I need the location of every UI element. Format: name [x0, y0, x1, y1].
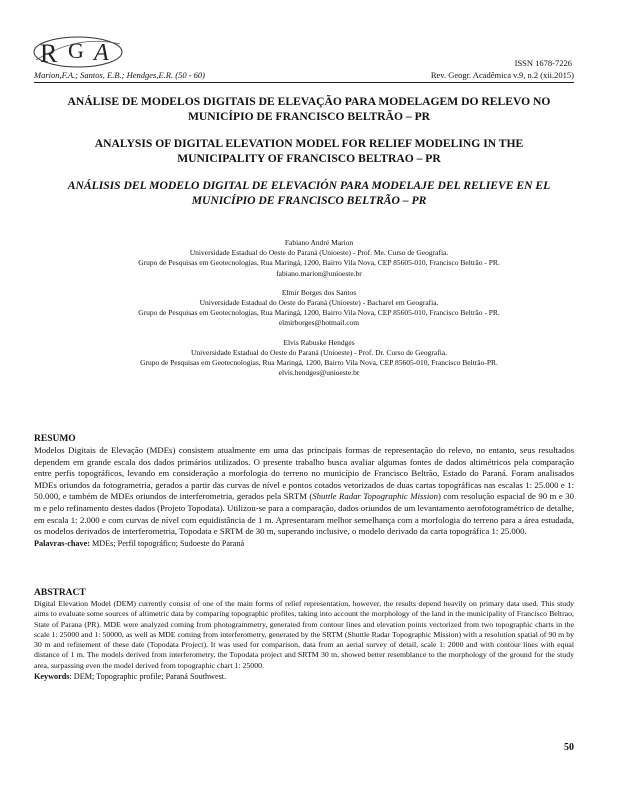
abstract-keywords: [34, 671, 574, 682]
author-affiliation: Universidade Estadual do Oeste do Paraná (Unioeste) - Prof. Dr. Curso de Geografia.: [191, 347, 447, 357]
author-name: Fabiano André Marion: [284, 238, 354, 247]
author-group: Grupo de Pesquisas em Geotecnologias, Rua Maringá, 1200, Bairro Vila Nova, CEP 85605-010, Francisco Beltrão - PR.: [138, 258, 500, 268]
author-name: Elmir Borges dos Santos: [281, 287, 357, 297]
logo-letter-g: G: [68, 38, 84, 63]
author-name: Elvis Rabuske Hendges: [283, 337, 355, 347]
author-group: Grupo de Pesquisas em Geotecnologias, Rua Maringá, 1200, Bairro Vila Nova, CEP 85605-010, Francisco Beltrão - PR.: [138, 308, 500, 318]
running-head-authors: Marion,F.A.; Santos, E.B.; Hendges,E.R. (50 - 60): [34, 70, 205, 80]
author-email[interactable]: fabiano.marion@unioeste.br: [276, 268, 362, 278]
title-english: ANALYSIS OF DIGITAL ELEVATION MODEL FOR RELIEF MODELING IN THE MUNICIPALITY OF FRANCISCO BELTRAO – PR: [94, 137, 524, 165]
logo-letter-r: R: [40, 39, 58, 68]
abstract-text: Digital Elevation Model (DEM) currently consist of one of the main forms of relief representation, however, the results depend heavily on primary data used. This study aims to evaluate some sources of altimetric data by comparing topographic profiles, taking into account the morphology of the land in the municipality of Francisco Beltrao, State of Parana (PR). MDE were analyzed coming from photogrammetry, generated from contour lines and elevation points vectorized from two topographic charts in the scale 1: 25000 and 1: 50000, as well as MDE coming from interferometry, generated by the SRTM (Shuttle Radar Topographic Mission) with a resolution spatial of 90 m by 30 m and refinement of these date (Topodata Project). It was used for comparison, data from an aerial survey of detail, scale 1: 2000 and with contour lines with equal distance of 1 m. The models derived from interferometry, the Topodata project and SRTM 30 m, showed better resemblance to the morphology of the ground for the study area, surpassing even the model derived from topographic chart 1: 25000.: [34, 599, 574, 670]
author-affiliation: Universidade Estadual do Oeste do Paraná (Unioeste) - Prof. Me. Curso de Geografia.: [189, 248, 449, 258]
resumo-keywords-list: MDEs; Perfil topográfico; Sudoeste do Paraná: [89, 538, 245, 548]
author-list: [90, 238, 548, 387]
title-spanish: ANÁLISIS DEL MODELO DIGITAL DE ELEVACIÓN PARA MODELAJE DEL RELIEVE EN EL MUNICÍPIO DE FRANCISCO BELTRÃO – PR: [67, 179, 551, 207]
author-block: [90, 238, 548, 279]
resumo-text-part-1: Modelos Digitais de Elevação (MDEs) consistem atualmente em uma das principais formas de representação do relevo, no entanto, seus resultados dependem em grande escala dos dados primários utilizados. O presente trabalho busca avaliar algumas fontes de dados altimétricos pela comparação entre perfis topográficos, levando em consideração a morfologia do terreno no município de Francisco Beltrão, Estado do Paraná. Foram analisados MDEs oriundos da fotogrametria, gerados a partir das curvas de nível e pontos cotados vetorizados de duas cartas topográficas nas escalas 1: 25.000 e 1: 50.000, e também de MDEs oriundos de interferometria, gerados pela SRTM (: [34, 445, 574, 502]
journal-logo: [30, 30, 126, 72]
resumo-text-part-2: ) com resolução espacial de 90 m e 30 m e pelo refinamento destes dados (Projeto Topodata). Utilizou-se para a comparação, dados oriundos de um levantamento aerofotogramétrico de detalhe, em escala 1: 2.000 e com curvas de nível com equidistância de 1 m. Apresentaram melhor semelhança com a morfologia do terreno para a área estudada, os modelos derivados de interferometria, Topodata e SRTM de 30 m, superando inclusive, o modelo derivado da carta topográfica 1: 25.000.: [34, 491, 574, 537]
abstract-keywords-label: Keywords: [34, 672, 70, 682]
titles: [60, 94, 558, 220]
running-head-journal: Rev. Geogr. Acadêmica v.9, n.2 (xii.2015): [430, 70, 574, 80]
resumo-keywords: [34, 538, 574, 549]
page-number: 50: [564, 742, 574, 753]
logo-letter-a: A: [94, 40, 109, 66]
author-email[interactable]: elmirborges@hotmail.com: [278, 318, 360, 328]
author-affiliation: Universidade Estadual do Oeste do Paraná (Unioeste) - Bacharel em Geografia.: [199, 298, 439, 308]
title-portuguese: ANÁLISE DE MODELOS DIGITAIS DE ELEVAÇÃO PARA MODELAGEM DO RELEVO NO MUNICÍPIO DE FRANCISCO BELTRÃO – PR: [67, 95, 551, 123]
author-group: Grupo de Pesquisas em Geotecnologias, Rua Maringá, 1200, Bairro Vila Nova, CEP 85605-010, Francisco Beltrão-PR.: [140, 358, 498, 368]
author-block: [90, 288, 548, 329]
resumo-text: [34, 445, 574, 538]
resumo-heading: RESUMO: [34, 434, 76, 444]
resumo-italic-term: Shuttle Radar Topographic Mission: [312, 491, 439, 502]
author-block: [90, 338, 548, 379]
author-email[interactable]: elvis.hendges@unioeste.br: [278, 368, 360, 378]
abstract-heading: ABSTRACT: [34, 588, 86, 598]
resumo-keywords-label: Palavras-chave:: [34, 538, 90, 548]
running-head: [34, 70, 574, 83]
resumo-section: [34, 434, 574, 549]
abstract-keywords-list: : DEM; Topographic profile; Paraná Southwest.: [69, 672, 227, 682]
abstract-section: [34, 588, 574, 682]
issn: ISSN 1678-7226: [514, 58, 572, 68]
